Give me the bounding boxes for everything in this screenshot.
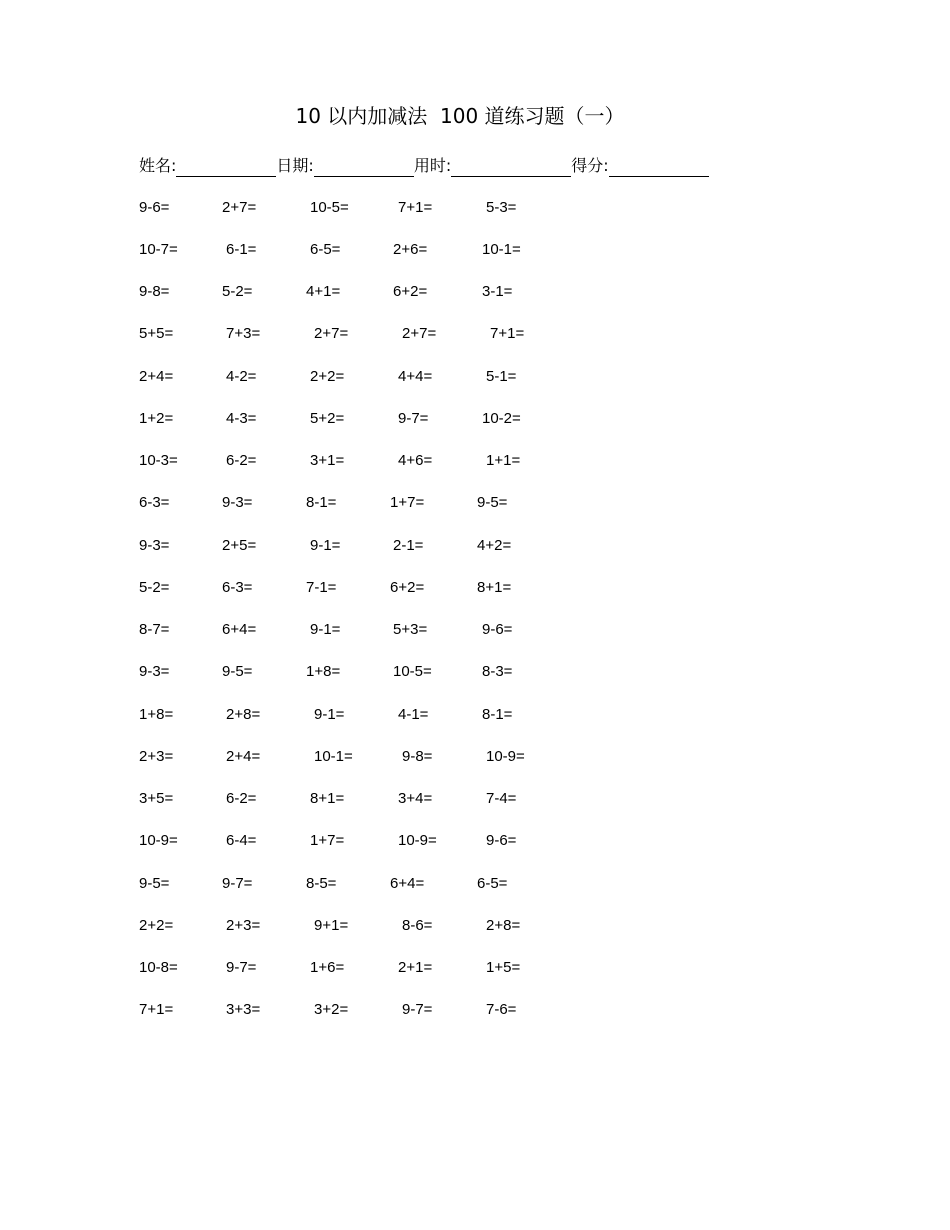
math-problem: 9-5= [139, 875, 170, 892]
math-problem: 5+5= [139, 325, 174, 342]
math-problem: 10-3= [139, 452, 178, 469]
math-problem: 9-5= [477, 494, 508, 511]
math-problem: 9-3= [139, 537, 170, 554]
math-problem: 10-9= [139, 832, 178, 849]
math-problem: 7+1= [139, 1001, 174, 1018]
math-problem: 1+8= [139, 706, 174, 723]
math-problem: 9-7= [226, 959, 257, 976]
math-problem: 8-1= [306, 494, 337, 511]
math-problem: 9-6= [139, 199, 170, 216]
math-problem: 6-3= [222, 579, 253, 596]
math-problem: 3+4= [398, 790, 433, 807]
field-label: 日期: [276, 156, 314, 175]
math-problem: 5-3= [486, 199, 517, 216]
math-problem: 4-3= [226, 410, 257, 427]
math-problem: 8-1= [482, 706, 513, 723]
math-problem: 6-5= [477, 875, 508, 892]
math-problem: 9-1= [310, 621, 341, 638]
math-problem: 4+1= [306, 283, 341, 300]
math-problem: 5-1= [486, 368, 517, 385]
math-problem: 10-2= [482, 410, 521, 427]
math-problem: 8+1= [310, 790, 345, 807]
math-problem: 2+3= [226, 917, 261, 934]
field-label: 用时: [413, 156, 452, 175]
math-problem: 10-9= [398, 832, 437, 849]
math-problem: 1+7= [390, 494, 425, 511]
math-problem: 1+8= [306, 663, 341, 680]
math-problem: 9-5= [222, 663, 253, 680]
math-problem: 9-7= [398, 410, 429, 427]
math-problem: 2+7= [402, 325, 437, 342]
math-problem: 6+2= [393, 283, 428, 300]
math-problem: 2+5= [222, 537, 257, 554]
math-problem: 4+4= [398, 368, 433, 385]
math-problem: 7+3= [226, 325, 261, 342]
math-problem: 10-1= [482, 241, 521, 258]
math-problem: 9-6= [482, 621, 513, 638]
math-problem: 9-3= [222, 494, 253, 511]
math-problem: 3+1= [310, 452, 345, 469]
math-problem: 6+2= [390, 579, 425, 596]
math-problem: 2-1= [393, 537, 424, 554]
math-problem: 2+2= [310, 368, 345, 385]
math-problem: 5-2= [222, 283, 253, 300]
math-problem: 9+1= [314, 917, 349, 934]
math-problem: 9-1= [314, 706, 345, 723]
field-label: 姓名: [139, 156, 177, 175]
math-problem: 2+4= [226, 748, 261, 765]
math-problem: 9-8= [402, 748, 433, 765]
math-problem: 4+2= [477, 537, 512, 554]
math-problem: 7-4= [486, 790, 517, 807]
math-problem: 7+1= [398, 199, 433, 216]
math-problem: 7-6= [486, 1001, 517, 1018]
math-problem: 1+6= [310, 959, 345, 976]
math-problem: 1+7= [310, 832, 345, 849]
field-label: 得分: [571, 156, 609, 175]
math-problem: 2+6= [393, 241, 428, 258]
math-problem: 5-2= [139, 579, 170, 596]
math-problem: 10-9= [486, 748, 525, 765]
math-problem: 10-1= [314, 748, 353, 765]
math-problem: 2+4= [139, 368, 174, 385]
math-problem: 2+8= [226, 706, 261, 723]
math-problem: 7-1= [306, 579, 337, 596]
math-problem: 2+7= [222, 199, 257, 216]
math-problem: 9-7= [222, 875, 253, 892]
math-problem: 8-5= [306, 875, 337, 892]
math-problem: 2+1= [398, 959, 433, 976]
math-problem: 2+8= [486, 917, 521, 934]
math-problem: 5+3= [393, 621, 428, 638]
math-problem: 3+2= [314, 1001, 349, 1018]
math-problem: 9-8= [139, 283, 170, 300]
math-problem: 8-7= [139, 621, 170, 638]
math-problem: 6-3= [139, 494, 170, 511]
math-problem: 6-5= [310, 241, 341, 258]
math-problem: 1+2= [139, 410, 174, 427]
math-problem: 2+2= [139, 917, 174, 934]
math-problem: 10-5= [393, 663, 432, 680]
math-problem: 3-1= [482, 283, 513, 300]
math-problem: 5+2= [310, 410, 345, 427]
page-title: 10 以内加减法 100 道练习题（一） [295, 104, 625, 128]
math-problem: 1+1= [486, 452, 521, 469]
math-problem: 3+5= [139, 790, 174, 807]
math-problem: 3+3= [226, 1001, 261, 1018]
math-problem: 6+4= [390, 875, 425, 892]
math-problem: 2+3= [139, 748, 174, 765]
math-problem: 4-2= [226, 368, 257, 385]
math-problem: 8-6= [402, 917, 433, 934]
math-problem: 4+6= [398, 452, 433, 469]
math-problem: 10-5= [310, 199, 349, 216]
math-problem: 8+1= [477, 579, 512, 596]
math-problem: 10-7= [139, 241, 178, 258]
math-problem: 1+5= [486, 959, 521, 976]
math-problem: 6-2= [226, 790, 257, 807]
math-problem: 6+4= [222, 621, 257, 638]
math-problem: 6-2= [226, 452, 257, 469]
math-problem: 4-1= [398, 706, 429, 723]
math-problem: 6-1= [226, 241, 257, 258]
math-problem: 9-1= [310, 537, 341, 554]
math-problem: 2+7= [314, 325, 349, 342]
math-problem: 9-3= [139, 663, 170, 680]
math-problem: 6-4= [226, 832, 257, 849]
math-problem: 7+1= [490, 325, 525, 342]
math-problem: 8-3= [482, 663, 513, 680]
math-problem: 9-6= [486, 832, 517, 849]
math-problem: 9-7= [402, 1001, 433, 1018]
math-problem: 10-8= [139, 959, 178, 976]
